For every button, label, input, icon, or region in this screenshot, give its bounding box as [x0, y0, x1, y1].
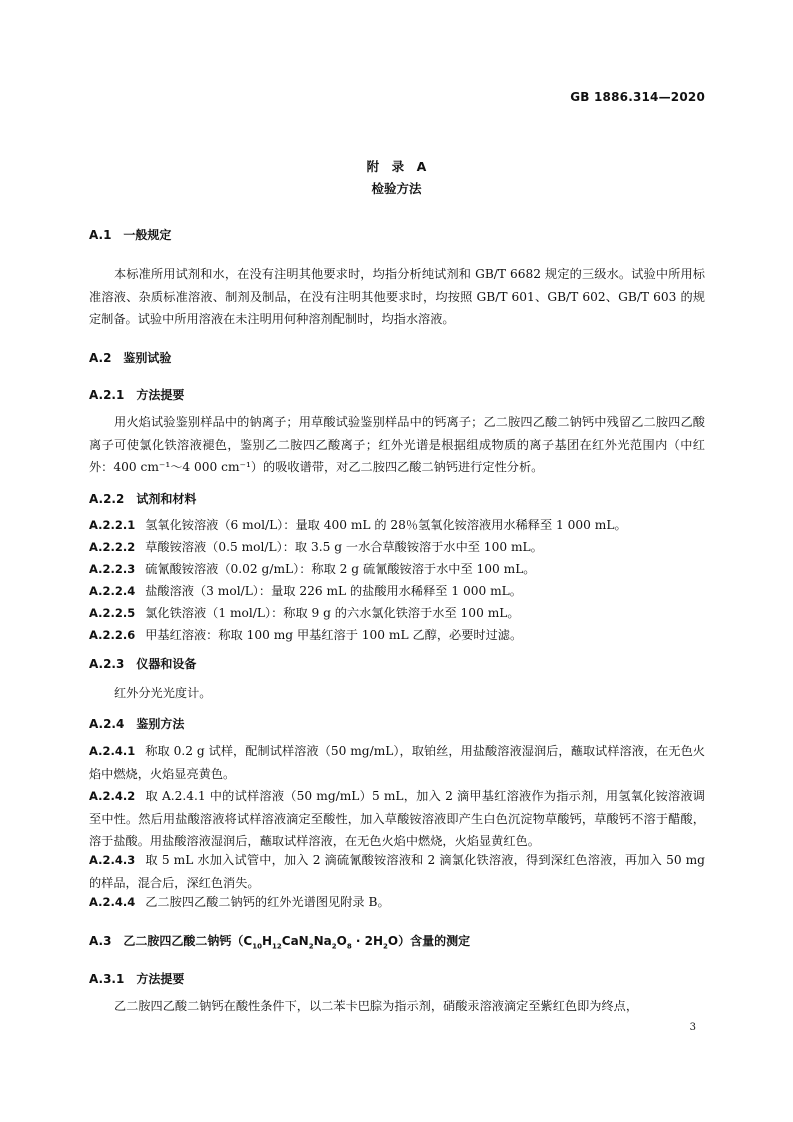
list-item [89, 558, 705, 581]
section-number: A.1 [89, 228, 112, 242]
section-title: 方法提要 [136, 388, 185, 402]
item-text: 称取 0.2 g 试样，配制试样溶液（50 mg/mL），取铂丝，用盐酸溶液湿润后，蘸取试样溶液，在无色火焰中燃烧，火焰显亮黄色。 [89, 744, 705, 781]
list-item [89, 891, 705, 914]
list-item [89, 602, 705, 625]
section-heading-a3: A.3 乙二胺四乙酸二钠钙$(C_{10}H_{12}CaN_2Na_2O_8 \cdot 2H_2O)$含量的测定 [89, 934, 471, 951]
item-number: A.2.4.3 [89, 853, 136, 867]
section-a21-body: 用火焰试验鉴别样品中的钠离子；用草酸试验鉴别样品中的钙离子；乙二胺四乙酸二钠钙中残留乙二胺四乙酸离子可使氯化铁溶液褪色，鉴别乙二胺四乙酸离子；红外光谱是根据组成物质的离子基团在红外光范围内（中红外：400 cm⁻¹～4 000 cm⁻¹）的吸收谱带，对乙二胺四乙酸二钠钙进行定性分析。 [89, 415, 705, 474]
item-text: 氯化铁溶液（1 mol/L）：称取 9 g 的六水氯化铁溶于水至 100 mL。 [145, 606, 520, 620]
item-number: A.2.4.1 [89, 744, 136, 758]
standard-number: GB 1886.314—2020 [570, 90, 705, 104]
item-number: A.2.2.3 [89, 562, 136, 576]
section-title-prefix: 乙二胺四乙酸二钠钙（C [123, 934, 253, 948]
section-title: 方法提要 [136, 972, 185, 986]
item-text: 乙二胺四乙酸二钠钙的红外光谱图见附录 B。 [145, 895, 390, 909]
section-number: A.2 [89, 351, 112, 365]
section-number: A.3.1 [89, 972, 125, 986]
section-title: 试剂和材料 [136, 492, 197, 506]
item-text: 盐酸溶液（3 mol/L）：量取 226 mL 的盐酸用水稀释至 1 000 mL。 [145, 584, 522, 598]
list-item [89, 624, 705, 647]
item-number: A.2.4.4 [89, 895, 136, 909]
section-number: A.2.2 [89, 492, 125, 506]
appendix-title: 检验方法 [371, 181, 422, 196]
section-title: 一般规定 [123, 228, 172, 242]
section-a1-body: 本标准所用试剂和水，在没有注明其他要求时，均指分析纯试剂和 GB/T 6682 规定的三级水。试验中所用标准溶液、杂质标准溶液、制剂及制品，在没有注明其他要求时，均按照 GB/T 601、GB/T 602、GB/T 603 的规定制备。试验中所用溶液在未注明用何种溶剂配制时，均指水溶液。 [89, 267, 705, 326]
item-number: A.2.2.6 [89, 628, 136, 642]
item-text: 取 5 mL 水加入试管中，加入 2 滴硫氰酸铵溶液和 2 滴氯化铁溶液，得到深红色溶液，再加入 50 mg的样品，混合后，深红色消失。 [89, 853, 705, 890]
item-number: A.2.2.2 [89, 540, 136, 554]
item-text: 甲基红溶液：称取 100 mg 甲基红溶于 100 mL 乙醇，必要时过滤。 [145, 628, 523, 642]
list-item [89, 580, 705, 603]
section-number: A.2.4 [89, 717, 125, 731]
section-heading-a21 [89, 386, 184, 403]
item-number: A.2.2.5 [89, 606, 136, 620]
item-text: 草酸铵溶液（0.5 mol/L）：取 3.5 g 一水合草酸铵溶于水中至 100 mL。 [145, 540, 543, 554]
item-number: A.2.2.4 [89, 584, 136, 598]
page-number: 3 [689, 1022, 696, 1033]
section-title-suffix: ）含量的测定 [398, 934, 471, 948]
section-heading-a24 [89, 715, 184, 732]
item-text: 取 A.2.4.1 中的试样溶液（50 mg/mL）5 mL，加入 2 滴甲基红溶液作为指示剂，用氢氧化铵溶液调至中性。然后用盐酸溶液将试样溶液滴定至酸性，加入草酸铵溶液即产生白色沉淀物草酸钙，草酸钙不溶于醋酸，溶于盐酸。用盐酸溶液湿润后，蘸取试样溶液，在无色火焰中燃烧，火焰显黄红色。 [89, 789, 705, 848]
item-number: A.2.4.2 [89, 789, 136, 803]
list-item [89, 849, 705, 894]
section-number: A.3 [89, 934, 112, 948]
section-number: A.2.3 [89, 657, 125, 671]
item-text: 氢氧化铵溶液（6 mol/L）：量取 400 mL 的 28％氢氧化铵溶液用水稀释至 1 000 mL。 [145, 518, 627, 532]
list-item [89, 536, 705, 559]
section-heading-a31 [89, 970, 184, 987]
list-item [89, 514, 705, 537]
section-title: 鉴别试验 [123, 351, 172, 365]
appendix-label: 附 录 A [366, 159, 427, 174]
section-a23-body: 红外分光光度计。 [114, 686, 212, 700]
section-a31-body: 乙二胺四乙酸二钠钙在酸性条件下，以二苯卡巴腙为指示剂，硝酸汞溶液滴定至紫红色即为终点， [114, 999, 639, 1013]
item-text: 硫氰酸铵溶液（0.02 g/mL）：称取 2 g 硫氰酸铵溶于水中至 100 mL。 [145, 562, 536, 576]
list-item [89, 740, 705, 785]
section-heading-a2 [89, 349, 171, 366]
section-heading-a23 [89, 655, 196, 672]
list-item [89, 785, 705, 853]
item-number: A.2.2.1 [89, 518, 136, 532]
section-heading-a1 [89, 226, 171, 243]
section-title: 仪器和设备 [136, 657, 197, 671]
section-heading-a22 [89, 490, 196, 507]
section-title: 鉴别方法 [136, 717, 185, 731]
section-number: A.2.1 [89, 388, 125, 402]
